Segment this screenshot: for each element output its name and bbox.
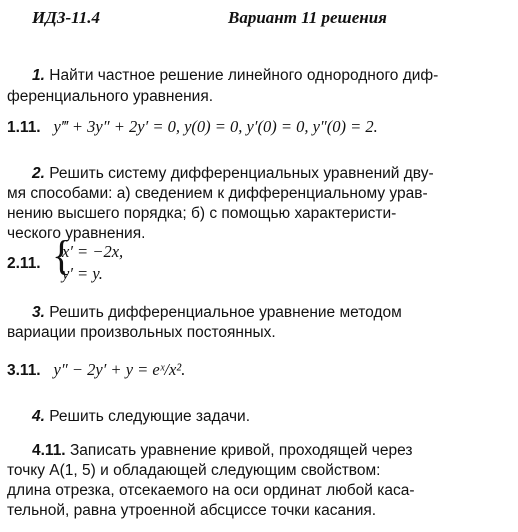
- task1-item-number: 1.11.: [7, 119, 41, 136]
- variant-title: Вариант 11 решения: [228, 8, 387, 27]
- task3-text-line1: Решить дифференциальное уравнение методом: [49, 304, 402, 321]
- task1-number: 1.: [32, 67, 45, 84]
- task3-equation: y″ − 2y′ + y = eˣ/x².: [53, 360, 186, 379]
- task4-text-line2: точку A(1, 5) и обладающей следующим свойством:: [7, 462, 381, 479]
- task3-text-line2: вариации произвольных постоянных.: [7, 324, 276, 341]
- task4-text-line1b: Записать уравнение кривой, проходящей через: [69, 442, 413, 459]
- task1-intro: [32, 66, 438, 86]
- task3-item: [7, 360, 185, 381]
- task3-intro: [32, 303, 402, 323]
- task2-text-line4: ческого уравнения.: [7, 225, 146, 242]
- task2-intro: [32, 164, 434, 184]
- task2-number: 2.: [32, 165, 45, 182]
- task4-text-line3: длина отрезка, отсекаемого на оси ординат любой каса-: [7, 482, 415, 499]
- task3-number: 3.: [32, 304, 45, 321]
- task2-text-line3: нению высшего порядка; б) с помощью характеристи-: [7, 205, 397, 222]
- task4-text-line4: тельной, равна утроенной абсциссе точки касания.: [7, 502, 377, 519]
- task4-intro: [32, 407, 250, 427]
- task2-item-number-text: 2.11.: [7, 255, 41, 272]
- task2-eq2: y′ = y.: [62, 264, 103, 283]
- document-code: ИДЗ-11.4: [32, 8, 100, 27]
- task4-number: 4.: [32, 408, 45, 425]
- task4-text-line1: Решить следующие задачи.: [49, 408, 251, 425]
- task2-eq1: x′ = −2x,: [62, 242, 124, 261]
- task2-text-line1: Решить систему дифференциальных уравнений дву-: [49, 165, 434, 182]
- task3-item-number: 3.11.: [7, 362, 41, 379]
- system-brace: {: [52, 231, 72, 280]
- task1-text-line1: Найти частное решение линейного однородного диф-: [49, 67, 439, 84]
- task4-item: [32, 441, 413, 461]
- task1-text-line2: ференциального уравнения.: [7, 88, 214, 105]
- task2-item-number: [7, 254, 41, 274]
- task1-equation: y‴ + 3y″ + 2y′ = 0, y(0) = 0, y′(0) = 0, y″(0) = 2.: [53, 117, 378, 136]
- task4-item-number: 4.11.: [32, 442, 66, 459]
- task1-item: [7, 117, 378, 138]
- task2-text-line2: мя способами: а) сведением к дифференциальному урав-: [7, 185, 428, 202]
